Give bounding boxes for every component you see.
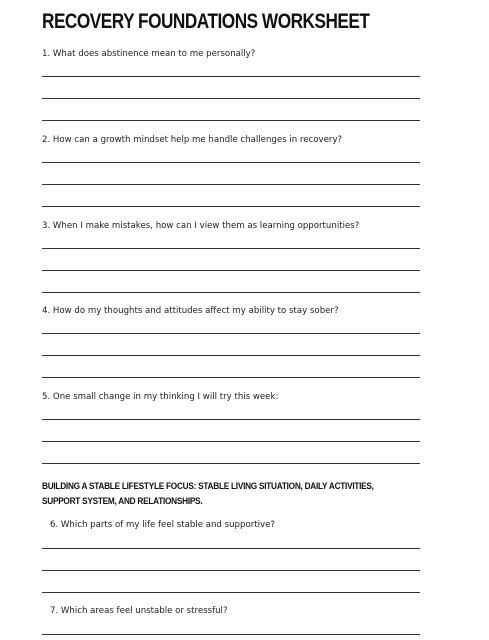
answer-line-6a[interactable]	[42, 548, 420, 549]
question-2: 2. How can a growth mindset help me handle challenges in recovery?	[42, 135, 343, 145]
answer-line-6b[interactable]	[42, 570, 420, 571]
answer-line-2a[interactable]	[42, 162, 420, 163]
question-1: 1. What does abstinence mean to me personally?	[42, 49, 256, 59]
question-3: 3. When I make mistakes, how can I view them as learning opportunities?	[42, 221, 360, 231]
question-7: 7. Which areas feel unstable or stressful?	[50, 606, 228, 616]
question-4: 4. How do my thoughts and attitudes affect my ability to stay sober?	[42, 306, 339, 316]
answer-line-5a[interactable]	[42, 419, 420, 420]
answer-line-2b[interactable]	[42, 184, 420, 185]
answer-line-1c[interactable]	[42, 120, 420, 121]
answer-line-6c[interactable]	[42, 592, 420, 593]
answer-line-4c[interactable]	[42, 377, 420, 378]
answer-line-1a[interactable]	[42, 76, 420, 77]
answer-line-4a[interactable]	[42, 333, 420, 334]
question-5: 5. One small change in my thinking I will try this week:	[42, 392, 279, 402]
answer-line-3c[interactable]	[42, 292, 420, 293]
section-heading: BUILDING A STABLE LIFESTYLE FOCUS: STABLE LIVING SITUATION, DAILY ACTIVITIES, SUPPORT SYSTEM, AND RELATIONSHIPS.	[42, 481, 374, 507]
answer-line-5c[interactable]	[42, 463, 420, 464]
answer-line-2c[interactable]	[42, 206, 420, 207]
answer-line-3b[interactable]	[42, 270, 420, 271]
answer-line-3a[interactable]	[42, 248, 420, 249]
worksheet-title: RECOVERY FOUNDATIONS WORKSHEET	[42, 10, 370, 33]
answer-line-4b[interactable]	[42, 355, 420, 356]
question-6: 6. Which parts of my life feel stable and supportive?	[50, 520, 275, 530]
answer-line-1b[interactable]	[42, 98, 420, 99]
answer-line-7a[interactable]	[42, 634, 420, 635]
answer-line-5b[interactable]	[42, 441, 420, 442]
